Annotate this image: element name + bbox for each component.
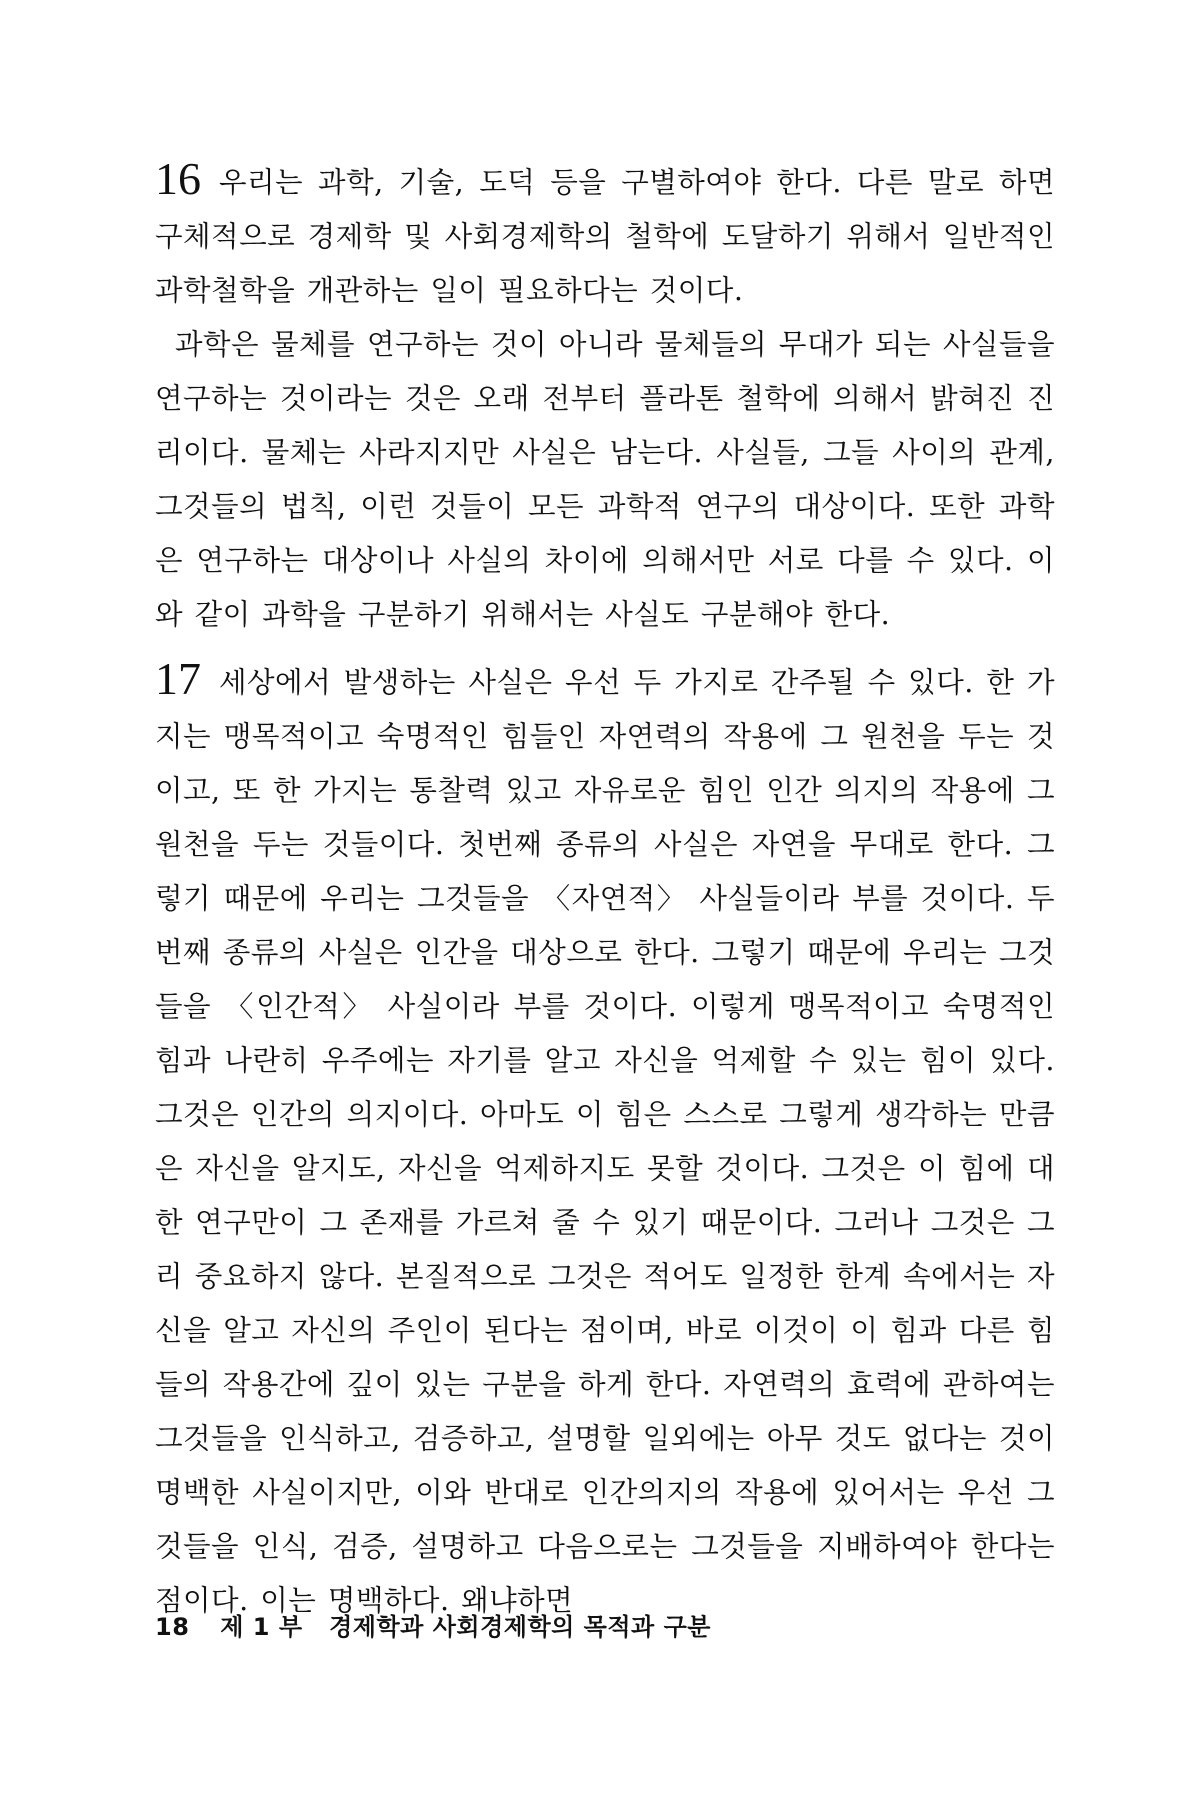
page-footer [155,1607,711,1642]
section-number-17: 17 [155,653,201,704]
section-number-16: 16 [155,153,201,204]
section-16-paragraph-1-text: 우리는 과학, 기술, 도덕 등을 구별하여야 한다. 다른 말로 하면 구체적으로 경제학 및 사회경제학의 철학에 도달하기 위해서 일반적인 과학철학을 개관하는 일이 필요하다는 것이다. [155,166,1055,307]
section-17-paragraph [155,650,1055,1628]
section-17-paragraph-text: 세상에서 발생하는 사실은 우선 두 가지로 간주될 수 있다. 한 가지는 맹목적이고 숙명적인 힘들인 자연력의 작용에 그 원천을 두는 것이고, 또 한 가지는 통찰력 있고 자유로운 힘인 인간 의지의 작용에 그 원천을 두는 것들이다. 첫번째 종류의 사실은 자연을 무대로 한다. 그렇기 때문에 우리는 그것들을 〈자연적〉 사실들이라 부를 것이다. 두번째 종류의 사실은 인간을 대상으로 한다. 그렇기 때문에 우리는 그것들을 〈인간적〉 사실이라 부를 것이다. 이렇게 맹목적이고 숙명적인 힘과 나란히 우주에는 자기를 알고 자신을 억제할 수 있는 힘이 있다. 그것은 인간의 의지이다. 아마도 이 힘은 스스로 그렇게 생각하는 만큼은 자신을 알지도, 자신을 억제하지도 못할 것이다. 그것은 이 힘에 대한 연구만이 그 존재를 가르쳐 줄 수 있기 때문이다. 그러나 그것은 그리 중요하지 않다. 본질적으로 그것은 적어도 일정한 한계 속에서는 자신을 알고 자신의 주인이 된다는 점이며, 바로 이것이 이 힘과 다른 힘들의 작용간에 깊이 있는 구분을 하게 한다. 자연력의 효력에 관하여는 그것들을 인식하고, 검증하고, 설명할 일외에는 아무 것도 없다는 것이 명백한 사실이지만, 이와 반대로 인간의지의 작용에 있어서는 우선 그것들을 인식, 검증, 설명하고 다음으로는 그것들을 지배하여야 한다는 점이다. 이는 명백하다. 왜냐하면 [155,666,1055,1617]
section-16-paragraph-1 [155,150,1055,318]
page-number: 18 [155,1613,190,1641]
section-16-paragraph-2: 과학은 물체를 연구하는 것이 아니라 물체들의 무대가 되는 사실들을 연구하는 것이라는 것은 오래 전부터 플라톤 철학에 의해서 밝혀진 진리이다. 물체는 사라지지만 사실은 남는다. 사실들, 그들 사이의 관계, 그것들의 법칙, 이런 것들이 모든 과학적 연구의 대상이다. 또한 과학은 연구하는 대상이나 사실의 차이에 의해서만 서로 다를 수 있다. 이와 같이 과학을 구분하기 위해서는 사실도 구분해야 한다. [155,328,1055,631]
section-17 [155,650,1055,1628]
running-head-title: 경제학과 사회경제학의 목적과 구분 [329,1613,711,1641]
running-head-part: 제 1 부 [220,1613,303,1641]
section-16 [155,150,1055,642]
